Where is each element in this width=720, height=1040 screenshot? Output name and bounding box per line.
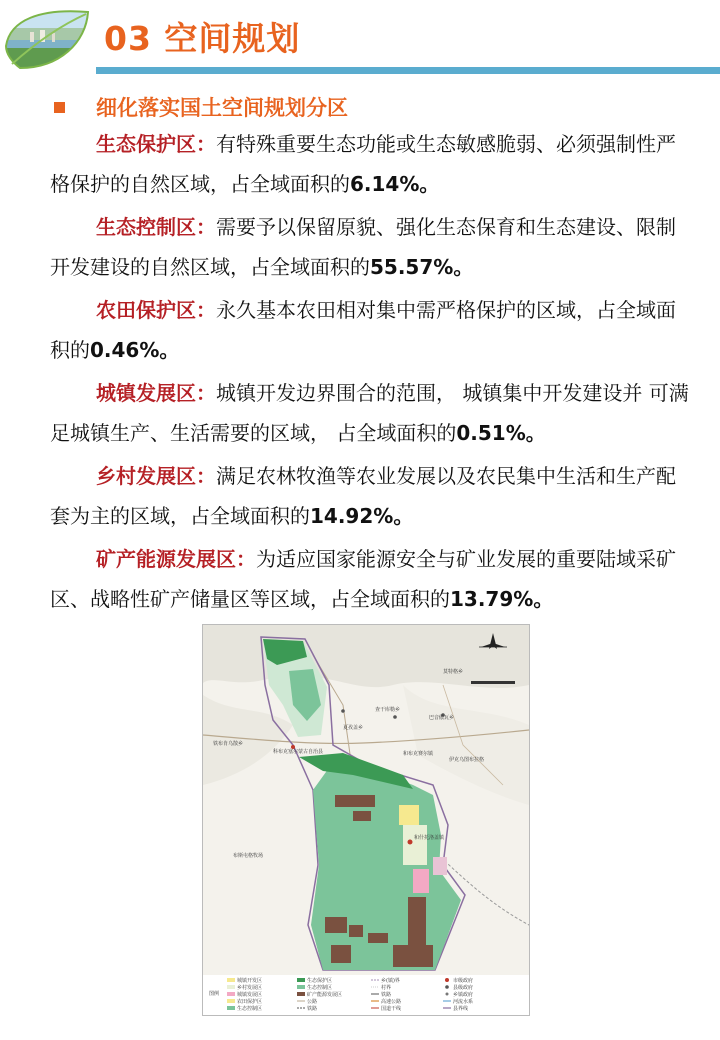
mining-zone: [368, 933, 388, 943]
zone-paragraph: [50, 456, 695, 536]
section-heading: [54, 93, 348, 123]
settlement-marker: [393, 715, 397, 719]
scale-bar: [471, 681, 515, 684]
zone-desc: 需要予以保留原貌、强化生态保育和生态建设、限制开发建设的自然区域，占全域面积的: [50, 215, 676, 279]
zone-descriptions: [50, 124, 695, 622]
zone-percent: 0.46%: [90, 338, 160, 362]
section-heading-text: 细化落实国土空间规划分区: [96, 96, 348, 120]
mining-zone: [331, 945, 351, 963]
place-label: 和布克赛尔镇: [403, 751, 434, 757]
mountain-terrain: [203, 625, 529, 688]
page-header: [0, 0, 720, 80]
zone-percent: 0.51%: [456, 421, 526, 445]
zone-term: 生态控制区：: [96, 215, 216, 239]
zone-end: 。: [159, 338, 180, 362]
legend-item: 河流水系: [453, 999, 474, 1005]
zone-paragraph: [50, 539, 695, 619]
legend-item: 乡镇政府: [453, 992, 474, 998]
zoning-map: [202, 624, 530, 1016]
town-zone: [413, 869, 429, 893]
zone-term: 乡村发展区：: [96, 464, 216, 488]
legend-item: 铁路: [381, 992, 392, 998]
leaf-landscape-logo: [0, 6, 95, 74]
legend-item: 城镇开发区: [237, 978, 263, 984]
rural-zone: [403, 825, 427, 865]
zone-paragraph: [50, 373, 695, 453]
zone-term: 农田保护区：: [96, 298, 216, 322]
place-label: 夏孜盖乡: [343, 725, 364, 731]
settlement-marker: [408, 840, 413, 845]
legend-item: 乡(镇)界: [381, 978, 400, 984]
zone-end: 。: [453, 255, 474, 279]
legend-item: 高速公路: [381, 999, 402, 1005]
zone-term: 矿产能源发展区：: [96, 547, 256, 571]
zone-desc: 城镇开发边界围合的范围， 城镇集中开发建设并 可满足城镇生产、生活需要的区域， 占全域面积的: [50, 381, 689, 445]
zone-paragraph: [50, 290, 695, 370]
legend-item: 生态保护区: [307, 978, 333, 984]
zone-percent: 13.79%: [450, 587, 534, 611]
town-zone: [433, 857, 447, 875]
zoning-map-svg: [203, 625, 529, 1015]
legend-item: 生态控制区: [237, 1006, 263, 1012]
place-label: 布斯屯格牧场: [233, 853, 264, 859]
legend-item: 生态控制区: [307, 985, 333, 991]
zone-desc: 永久基本农田相对集中需严格保护的区域，占全域面积的: [50, 298, 676, 362]
place-label: 莫特格乡: [443, 669, 464, 675]
zone-paragraph: [50, 124, 695, 204]
place-label: 伊克乌图布拉格: [449, 757, 485, 763]
legend-item: 村界: [381, 985, 392, 991]
zone-desc: 为适应国家能源安全与矿业发展的重要陆域采矿区、战略性矿产储量区等区域，占全域面积的: [50, 547, 676, 611]
mining-zone: [335, 795, 375, 807]
zone-end: 。: [525, 421, 546, 445]
legend-item: 城镇发展区: [237, 992, 263, 998]
zone-end: 。: [533, 587, 554, 611]
legend-item: 国道干线: [381, 1006, 402, 1012]
mining-zone: [349, 925, 363, 937]
legend-title: 图例: [209, 991, 220, 997]
zone-desc: 满足农林牧渔等农业发展以及农民集中生活和生产配套为主的区域，占全域面积的: [50, 464, 676, 528]
zone-desc: 有特殊重要生态功能或生态敏感脆弱、必须强制性严格保护的自然区域，占全域面积的: [50, 132, 676, 196]
zone-percent: 14.92%: [310, 504, 394, 528]
legend-item: 矿产能源发展区: [307, 992, 343, 998]
place-label: 科布克塞尔蒙古自治县: [273, 749, 324, 755]
place-label: 和什托洛盖镇: [414, 835, 445, 841]
zone-term: 生态保护区：: [96, 132, 216, 156]
zone-end: 。: [393, 504, 414, 528]
zone-term: 城镇发展区：: [96, 381, 216, 405]
title-underline-bar: [96, 67, 720, 74]
legend-item: 铁路: [307, 1006, 318, 1012]
mining-zone: [353, 811, 371, 821]
place-label: 查干库勒乡: [375, 707, 401, 713]
legend-item: 乡村发展区: [237, 985, 263, 991]
farmland-zone: [399, 805, 419, 825]
legend-item: 县界线: [453, 1006, 469, 1012]
zone-percent: 55.57%: [370, 255, 454, 279]
legend-item: 县级政府: [453, 985, 474, 991]
legend-item: 市级政府: [453, 978, 474, 984]
zone-percent: 6.14%: [350, 172, 420, 196]
place-label: 巴音傲瓦乡: [429, 715, 455, 721]
legend-item: 农田保护区: [237, 999, 263, 1005]
place-label: 铁布肯乌散乡: [213, 741, 244, 747]
mining-zone: [325, 917, 347, 933]
zone-end: 。: [419, 172, 440, 196]
settlement-marker: [341, 709, 345, 713]
page-title: 03 空间规划: [104, 19, 301, 58]
legend-item: 公路: [307, 999, 318, 1005]
mining-zone: [393, 945, 433, 967]
zone-paragraph: [50, 207, 695, 287]
square-bullet-icon: [54, 102, 65, 113]
